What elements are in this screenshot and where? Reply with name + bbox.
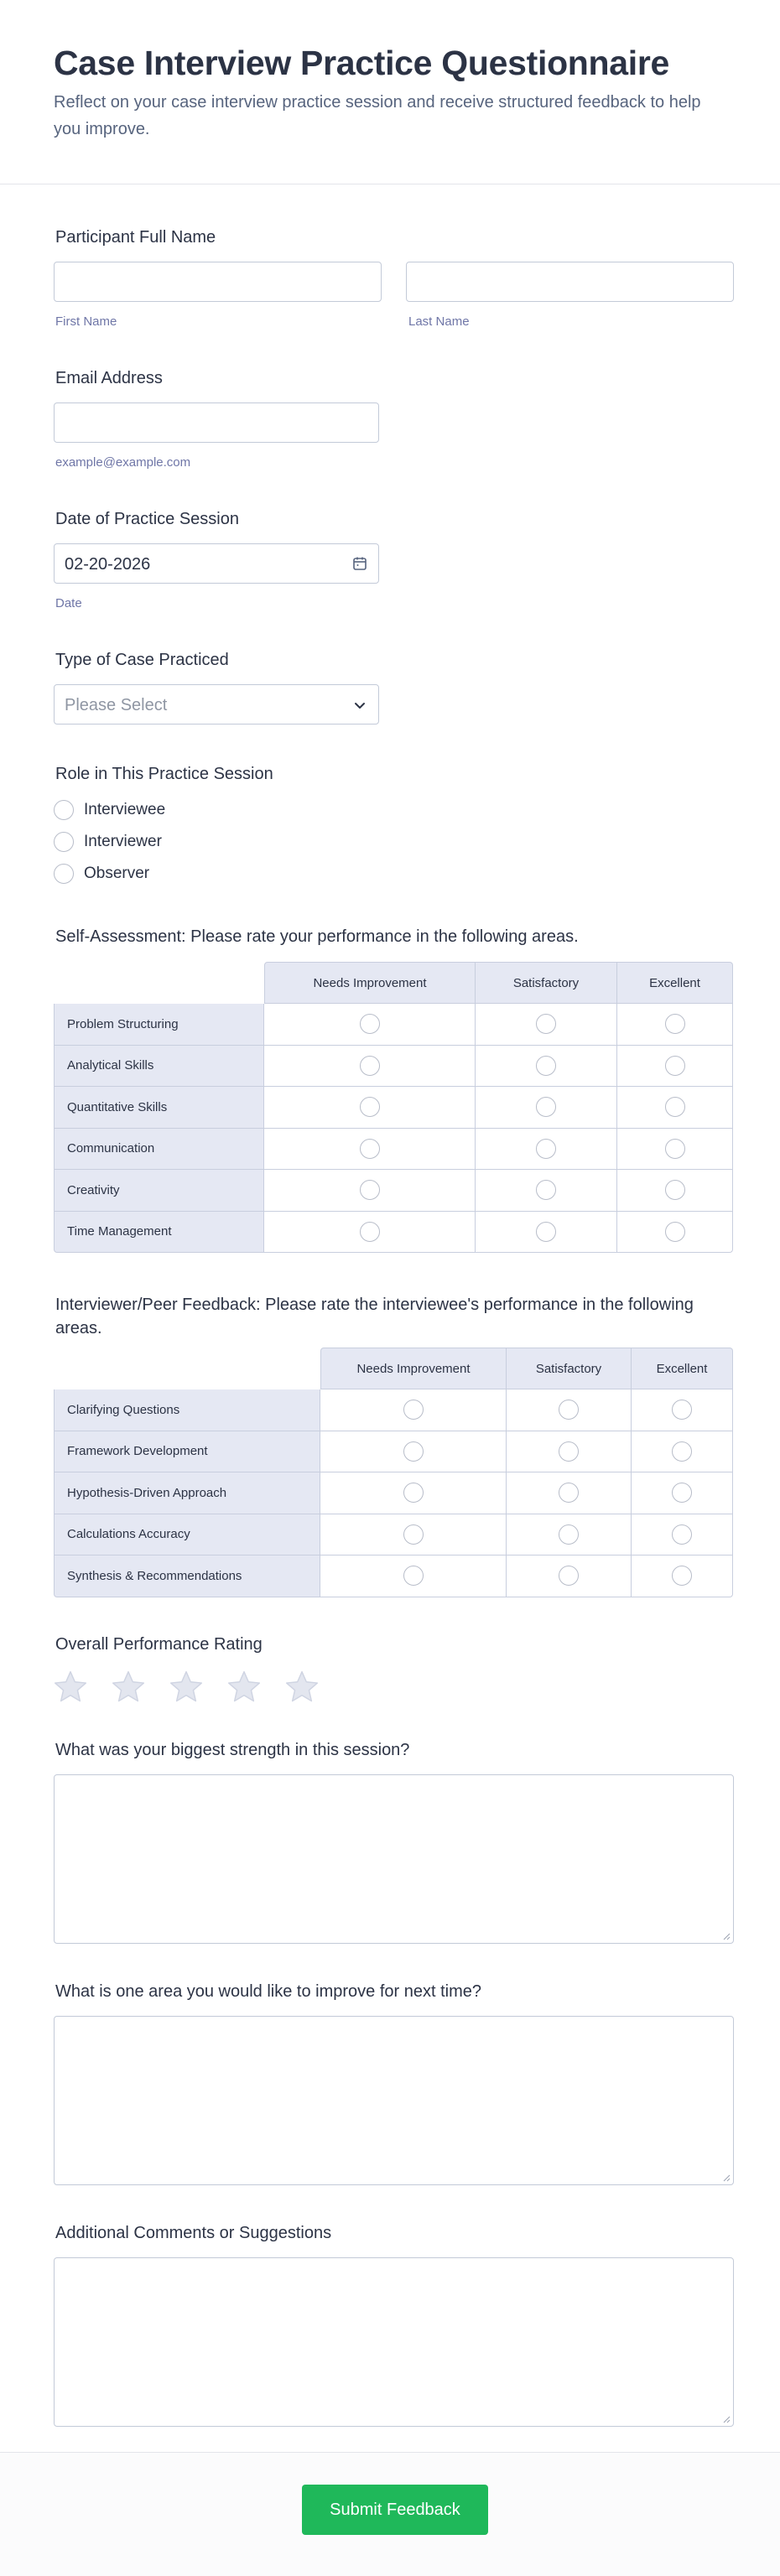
star-icon[interactable] — [168, 1669, 205, 1706]
email-label: Email Address — [55, 369, 163, 387]
radio-circle[interactable] — [54, 864, 74, 884]
form-footer — [0, 2452, 780, 2576]
form-title: Case Interview Practice Questionnaire — [54, 44, 670, 82]
matrix-row-label: Hypothesis-Driven Approach — [54, 1472, 320, 1514]
radio-circle[interactable] — [54, 800, 74, 820]
matrix-column-header: Excellent — [617, 962, 733, 1004]
matrix-radio[interactable] — [360, 1139, 380, 1159]
matrix-radio[interactable] — [536, 1097, 556, 1117]
matrix-corner — [54, 1348, 320, 1389]
matrix-row — [54, 1004, 733, 1046]
submit-button[interactable]: Submit Feedback — [302, 2485, 488, 2535]
email-sublabel: example@example.com — [55, 455, 191, 470]
matrix-column-header: Needs Improvement — [264, 962, 476, 1004]
matrix-radio[interactable] — [536, 1056, 556, 1076]
matrix-radio[interactable] — [665, 1180, 685, 1200]
matrix-row-label: Framework Development — [54, 1431, 320, 1473]
matrix-radio[interactable] — [672, 1400, 692, 1420]
matrix-radio[interactable] — [559, 1524, 579, 1545]
matrix-column-header: Satisfactory — [476, 962, 617, 1004]
peer-feedback-matrix — [54, 1348, 733, 1597]
matrix-row — [54, 1170, 733, 1212]
matrix-row — [54, 1555, 733, 1597]
email-input[interactable] — [54, 402, 379, 443]
last-name-sublabel: Last Name — [408, 314, 470, 329]
matrix-column-header: Excellent — [632, 1348, 733, 1389]
case-type-label: Type of Case Practiced — [55, 651, 229, 669]
case-type-placeholder: Please Select — [65, 696, 168, 714]
matrix-radio[interactable] — [665, 1097, 685, 1117]
form-header — [0, 0, 780, 184]
strength-label: What was your biggest strength in this session? — [55, 1741, 410, 1759]
matrix-radio[interactable] — [360, 1056, 380, 1076]
matrix-radio[interactable] — [403, 1483, 424, 1503]
radio-circle[interactable] — [54, 832, 74, 852]
resize-handle-icon[interactable] — [722, 1932, 731, 1940]
matrix-row — [54, 1046, 733, 1088]
matrix-row — [54, 1389, 733, 1431]
matrix-row — [54, 1212, 733, 1254]
matrix-radio[interactable] — [559, 1400, 579, 1420]
date-sublabel: Date — [55, 596, 82, 610]
matrix-radio[interactable] — [665, 1222, 685, 1242]
matrix-row-label: Clarifying Questions — [54, 1389, 320, 1431]
matrix-row — [54, 1129, 733, 1171]
role-option-label: Interviewer — [84, 833, 162, 850]
comments-textarea[interactable] — [54, 2257, 734, 2427]
matrix-row-label: Calculations Accuracy — [54, 1514, 320, 1556]
star-icon[interactable] — [110, 1669, 147, 1706]
matrix-column-header: Needs Improvement — [320, 1348, 507, 1389]
star-icon[interactable] — [52, 1669, 89, 1706]
first-name-input[interactable] — [54, 262, 382, 302]
last-name-input[interactable] — [406, 262, 734, 302]
resize-handle-icon[interactable] — [722, 2174, 731, 2182]
first-name-sublabel: First Name — [55, 314, 117, 329]
matrix-radio[interactable] — [536, 1180, 556, 1200]
matrix-row-label: Synthesis & Recommendations — [54, 1555, 320, 1597]
matrix-corner — [54, 962, 264, 1004]
role-option-interviewee[interactable] — [54, 799, 165, 821]
date-label: Date of Practice Session — [55, 510, 239, 528]
role-option-label: Observer — [84, 865, 150, 882]
role-option-observer[interactable] — [54, 863, 149, 885]
matrix-radio[interactable] — [536, 1139, 556, 1159]
matrix-radio[interactable] — [672, 1524, 692, 1545]
role-label: Role in This Practice Session — [55, 765, 273, 783]
matrix-radio[interactable] — [559, 1566, 579, 1586]
matrix-radio[interactable] — [559, 1441, 579, 1462]
matrix-radio[interactable] — [360, 1097, 380, 1117]
date-value: 02-20-2026 — [65, 555, 151, 574]
chevron-down-icon — [351, 697, 368, 714]
matrix-row — [54, 1472, 733, 1514]
matrix-radio[interactable] — [536, 1014, 556, 1034]
improve-textarea[interactable] — [54, 2016, 734, 2185]
matrix-radio[interactable] — [665, 1139, 685, 1159]
matrix-radio[interactable] — [536, 1222, 556, 1242]
date-input[interactable] — [54, 543, 379, 584]
name-label: Participant Full Name — [55, 228, 216, 247]
calendar-icon[interactable] — [351, 555, 368, 572]
role-option-interviewer[interactable] — [54, 831, 162, 853]
matrix-radio[interactable] — [665, 1014, 685, 1034]
role-option-label: Interviewee — [84, 801, 166, 818]
matrix-radio[interactable] — [360, 1014, 380, 1034]
self-assessment-matrix — [54, 962, 733, 1253]
matrix-radio[interactable] — [672, 1483, 692, 1503]
matrix-radio[interactable] — [559, 1483, 579, 1503]
matrix-row — [54, 1514, 733, 1556]
matrix-radio[interactable] — [403, 1400, 424, 1420]
resize-handle-icon[interactable] — [722, 2415, 731, 2423]
case-type-select[interactable] — [54, 684, 379, 724]
matrix-radio[interactable] — [360, 1180, 380, 1200]
rating-label: Overall Performance Rating — [55, 1635, 263, 1654]
matrix-radio[interactable] — [672, 1566, 692, 1586]
peer-feedback-label: Interviewer/Peer Feedback: Please rate the interviewee's performance in the following areas. — [55, 1296, 694, 1337]
matrix-row-label: Analytical Skills — [54, 1046, 264, 1088]
star-rating — [52, 1669, 341, 1706]
matrix-row-label: Creativity — [54, 1170, 264, 1212]
form-subtitle: Reflect on your case interview practice session and receive structured feedback to help you improve. — [54, 93, 701, 138]
matrix-radio[interactable] — [665, 1056, 685, 1076]
matrix-row-label: Quantitative Skills — [54, 1087, 264, 1129]
strength-textarea[interactable] — [54, 1774, 734, 1944]
matrix-radio[interactable] — [403, 1566, 424, 1586]
comments-label: Additional Comments or Suggestions — [55, 2224, 332, 2242]
matrix-row — [54, 1087, 733, 1129]
matrix-row-label: Time Management — [54, 1212, 264, 1254]
matrix-row — [54, 1431, 733, 1473]
star-icon[interactable] — [226, 1669, 263, 1706]
improve-label: What is one area you would like to improve for next time? — [55, 1982, 482, 2001]
star-icon[interactable] — [283, 1669, 320, 1706]
matrix-radio[interactable] — [403, 1441, 424, 1462]
matrix-radio[interactable] — [403, 1524, 424, 1545]
self-assessment-label: Self-Assessment: Please rate your performance in the following areas. — [55, 927, 579, 946]
matrix-column-header: Satisfactory — [507, 1348, 632, 1389]
matrix-radio[interactable] — [360, 1222, 380, 1242]
matrix-row-label: Communication — [54, 1129, 264, 1171]
matrix-radio[interactable] — [672, 1441, 692, 1462]
matrix-row-label: Problem Structuring — [54, 1004, 264, 1046]
